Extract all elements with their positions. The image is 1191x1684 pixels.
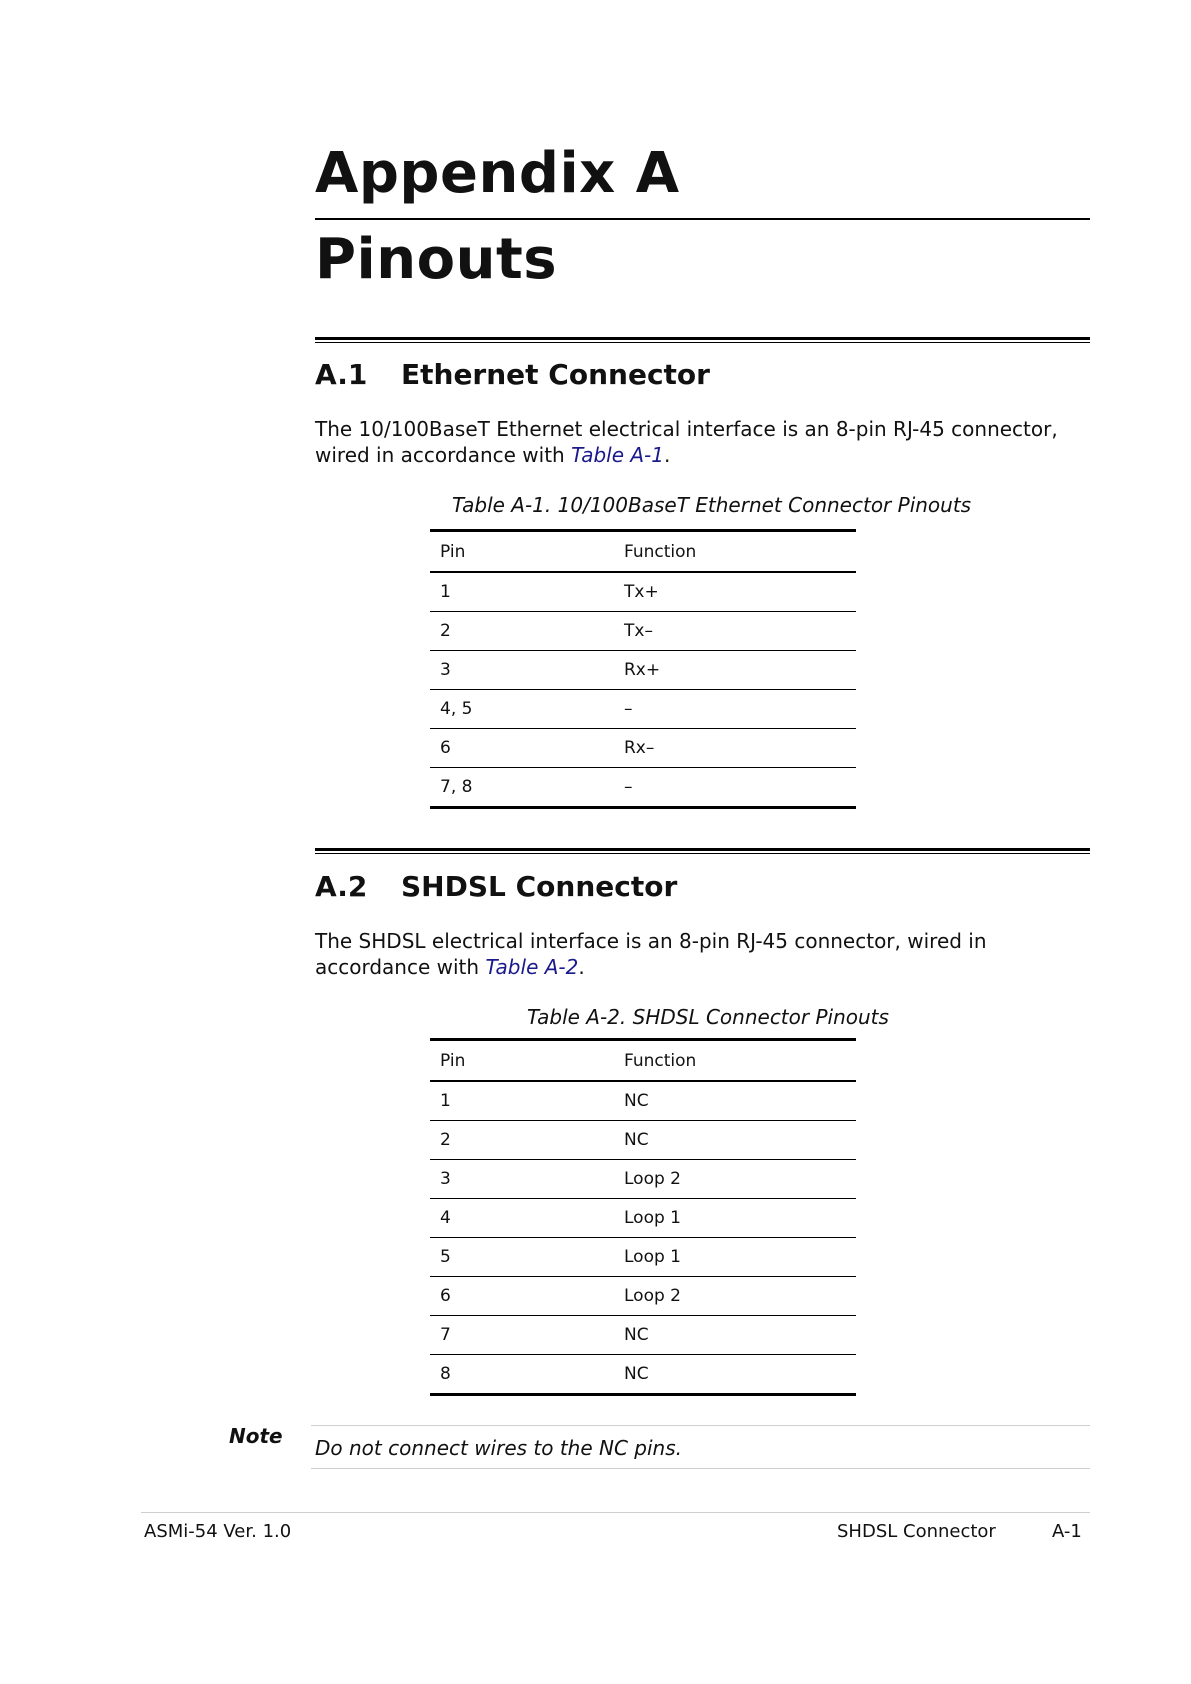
section-number: A.1 [315,358,368,391]
table-row [430,651,856,690]
table-row [430,1238,856,1277]
appendix-title: Appendix A [315,141,680,206]
pin-cell: 1 [430,1081,614,1121]
section-divider-a1 [315,337,1090,343]
table-a1-link[interactable]: Table A-1 [571,443,664,467]
function-cell: Tx+ [614,572,856,612]
table-a1 [430,529,856,809]
table-row [430,1081,856,1121]
section-title: SHDSL Connector [401,870,678,903]
table-row [430,1160,856,1199]
pin-cell: 7 [430,1316,614,1355]
paragraph-text: The SHDSL electrical interface is an 8-pin RJ-45 connector, wired in accordance with [315,929,987,979]
page-title: Pinouts [315,227,558,292]
table-header-row [430,531,856,573]
section-heading-a1 [315,357,710,393]
note-label: Note [229,1424,283,1448]
pin-cell: 6 [430,1277,614,1316]
column-header-pin: Pin [430,1040,614,1082]
pin-cell: 4 [430,1199,614,1238]
pin-cell: 7, 8 [430,768,614,808]
pin-cell: 6 [430,729,614,768]
function-cell: NC [614,1316,856,1355]
table-row [430,690,856,729]
pin-cell: 3 [430,651,614,690]
table-a1-caption: Table A-1. 10/100BaseT Ethernet Connector Pinouts [452,493,972,517]
table-row [430,1355,856,1395]
paragraph-text: The 10/100BaseT Ethernet electrical interface is an 8-pin RJ-45 connector, wired in accordance with [315,417,1058,467]
pin-cell: 1 [430,572,614,612]
function-cell: – [614,690,856,729]
pin-cell: 3 [430,1160,614,1199]
table-row [430,1121,856,1160]
footer-doc-version: ASMi-54 Ver. 1.0 [144,1521,292,1542]
paragraph-text: . [664,443,671,467]
function-cell: Tx– [614,612,856,651]
note-text: Do not connect wires to the NC pins. [315,1436,683,1460]
function-cell: NC [614,1121,856,1160]
pin-cell: 5 [430,1238,614,1277]
section-number: A.2 [315,870,368,903]
paragraph-text: . [578,955,585,979]
table-a2 [430,1038,856,1396]
table-row [430,572,856,612]
table-row [430,768,856,808]
table-row [430,1316,856,1355]
function-cell: Loop 2 [614,1160,856,1199]
footer-section-name: SHDSL Connector [837,1521,996,1542]
function-cell: Loop 1 [614,1199,856,1238]
section-a2-paragraph [315,928,1090,980]
function-cell: Rx+ [614,651,856,690]
pin-cell: 2 [430,1121,614,1160]
function-cell: NC [614,1081,856,1121]
pin-cell: 4, 5 [430,690,614,729]
table-row [430,1199,856,1238]
section-a1-paragraph [315,416,1090,468]
note-box [311,1425,1090,1469]
title-divider [315,218,1090,220]
section-heading-a2 [315,869,677,905]
function-cell: Loop 2 [614,1277,856,1316]
table-a2-link[interactable]: Table A-2 [485,955,579,979]
column-header-function: Function [614,1040,856,1082]
column-header-function: Function [614,531,856,573]
section-title: Ethernet Connector [401,358,710,391]
column-header-pin: Pin [430,531,614,573]
pin-cell: 2 [430,612,614,651]
function-cell: Rx– [614,729,856,768]
table-row [430,1277,856,1316]
function-cell: Loop 1 [614,1238,856,1277]
section-divider-a2 [315,848,1090,854]
table-row [430,729,856,768]
table-row [430,612,856,651]
pin-cell: 8 [430,1355,614,1395]
footer-divider [141,1512,1090,1513]
function-cell: NC [614,1355,856,1395]
table-header-row [430,1040,856,1082]
function-cell: – [614,768,856,808]
table-a2-caption: Table A-2. SHDSL Connector Pinouts [527,1005,889,1029]
footer-page-number: A-1 [1052,1521,1082,1542]
